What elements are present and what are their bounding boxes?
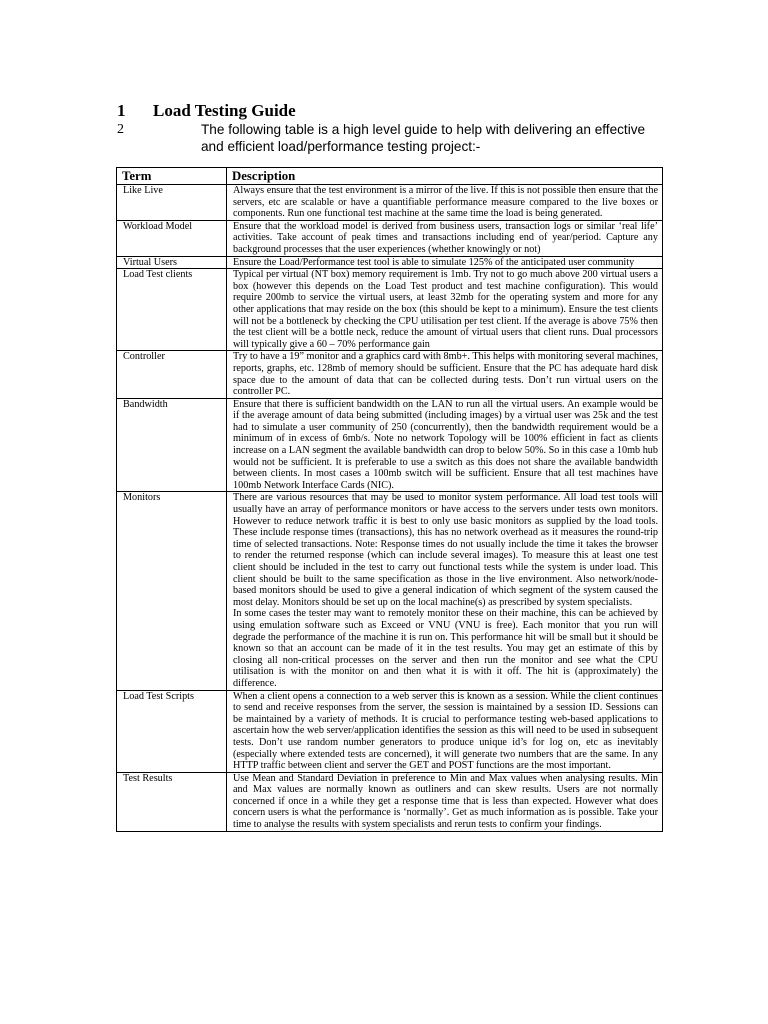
description-cell: Ensure that the workload model is derived from business users, transaction logs or similar ‘real life’ activities. Take account of peak times and transactions including end of year/period. Capture any background processes that the user experiences (whether knowingly or not) — [227, 220, 663, 256]
term-cell: Test Results — [117, 772, 227, 831]
description-paragraph: In some cases the tester may want to remotely monitor these on their machine, this can be achieved by using emulation software such as Exceed or VNU (VNU is free). Each monitor that you run will degrade the performance of the machine it is run on. This performance hit will be small but it should be known so that an account can be made of it in the test results. You may get an estimate of this by closing all non-critical processes on the server and then run the monitor and see what the CPU utilisation is with the monitor on and then what it is with it off. The hit is (approximately) the difference. — [233, 608, 658, 689]
table-row — [117, 269, 663, 351]
table-row — [117, 185, 663, 221]
section-title: Load Testing Guide — [153, 101, 296, 120]
table-row — [117, 220, 663, 256]
column-header-description: Description — [227, 168, 663, 185]
section-heading — [117, 100, 296, 122]
section-number: 1 — [117, 101, 126, 120]
table-row — [117, 398, 663, 492]
term-cell: Monitors — [117, 492, 227, 690]
table-row — [117, 772, 663, 831]
intro-line-1: The following table is a high level guide to help with delivering an effective — [201, 122, 646, 137]
intro-line-2: and efficient load/performance testing project:- — [201, 138, 481, 154]
description-cell: Always ensure that the test environment is a mirror of the live. If this is not possible then ensure that the servers, etc are scalable or have a quantifiable performance measure compared to the live boxes or components. Run one functional test machine at the same time the load is being generated. — [227, 185, 663, 221]
load-testing-table — [116, 167, 663, 832]
description-paragraph: There are various resources that may be used to monitor system performance. All load test tools will usually have an array of performance monitors or have access to the servers under tests own monitors. However to reduce network traffic it is best to only use basic monitors as supplied by the load tools. These include response times (transactions), this has no network overhead as it measures the round-trip time of selected transactions. Note: Response times do not usually include the time it takes the browser to render the returned response (which can include several images). To measure this at least one test client should be included in the test to carry out functional tests while the system is under load. This client should be built to the same specification as those in the live environment. Also network/node-based monitors should be used to give a general indication of which segment of the system caused the most delay. Monitors should be set up on the local machine(s) as prescribed by system specialists. — [233, 492, 658, 608]
table-row — [117, 256, 663, 269]
table-row — [117, 492, 663, 690]
description-cell: When a client opens a connection to a web server this is known as a session. While the client continues to send and receive responses from the server, the session is maintained by a session ID. Sessions can be maintained by a variety of methods. It is crucial to performance testing web-based applications to ascertain how the web server/application identifies the session as this will need to be used in subsequent tests. Don’t use random number generators to produce unique id’s for log on, etc as inevitably (especially where extended tests are concerned), it will generate two numbers that are the same. In any HTTP traffic between client and server the GET and POST functions are the most important. — [227, 690, 663, 772]
term-cell: Load Test Scripts — [117, 690, 227, 772]
column-header-term: Term — [117, 168, 227, 185]
term-cell: Controller — [117, 351, 227, 398]
table-header-row — [117, 168, 663, 185]
table-row — [117, 351, 663, 398]
term-cell: Virtual Users — [117, 256, 227, 269]
term-cell: Workload Model — [117, 220, 227, 256]
term-cell: Bandwidth — [117, 398, 227, 492]
table-row — [117, 690, 663, 772]
description-cell: Ensure the Load/Performance test tool is able to simulate 125% of the anticipated user community — [227, 256, 663, 269]
intro-paragraph — [117, 122, 661, 155]
paragraph-number: 2 — [117, 122, 124, 137]
description-cell: Typical per virtual (NT box) memory requirement is 1mb. Try not to go much above 200 virtual users a box (however this depends on the Load Test product and test machine configuration). This would require 200mb to service the virtual users, at least 32mb for the operating system and more for any other applications that may reside on the box (this should be kept to a minimum). Ensure the test clients will not be a bottleneck by checking the CPU utilisation per test client. If the average is above 75% then the test client will be a bottle neck, reduce the amount of virtual users that client runs. Dual processors will typically give a 60 – 70% performance gain — [227, 269, 663, 351]
description-cell — [227, 492, 663, 690]
description-cell: Try to have a 19” monitor and a graphics card with 8mb+. This helps with monitoring several machines, reports, graphs, etc. 128mb of memory should be sufficient. Ensure that the PC has adequate hard disk space due to the amount of data that can be collected during tests. Don’t run virtual users on the controller PC. — [227, 351, 663, 398]
term-cell: Load Test clients — [117, 269, 227, 351]
description-cell: Ensure that there is sufficient bandwidth on the LAN to run all the virtual users. An example would be if the average amount of data being submitted (including images) by a virtual user was 25k and the test had to simulate a user community of 250 (concurrently), then the bandwidth requirement would be a minimum of in excess of 6mb/s. Note no network Topology will be 100% efficient in fact as clients increase on a LAN segment the available bandwidth can drop to below 50%. So in this case a 10mb hub would not be sufficient. It is preferable to use a switch as this does not share the available bandwidth between clients. In most cases a 100mb switch will be sufficient. Ensure that all test machines have 100mb Network Interface Cards (NIC). — [227, 398, 663, 492]
term-cell: Like Live — [117, 185, 227, 221]
description-cell: Use Mean and Standard Deviation in preference to Min and Max values when analysing results. Min and Max values are normally known as outliners and can skew results. Users are not normally concerned if once in a while they get a response time that is less than expected. However what does concern users is what the performance is ‘normally’. Get as much information as is possible. Take your time to analyse the results with system specialists and rerun tests to confirm your findings. — [227, 772, 663, 831]
